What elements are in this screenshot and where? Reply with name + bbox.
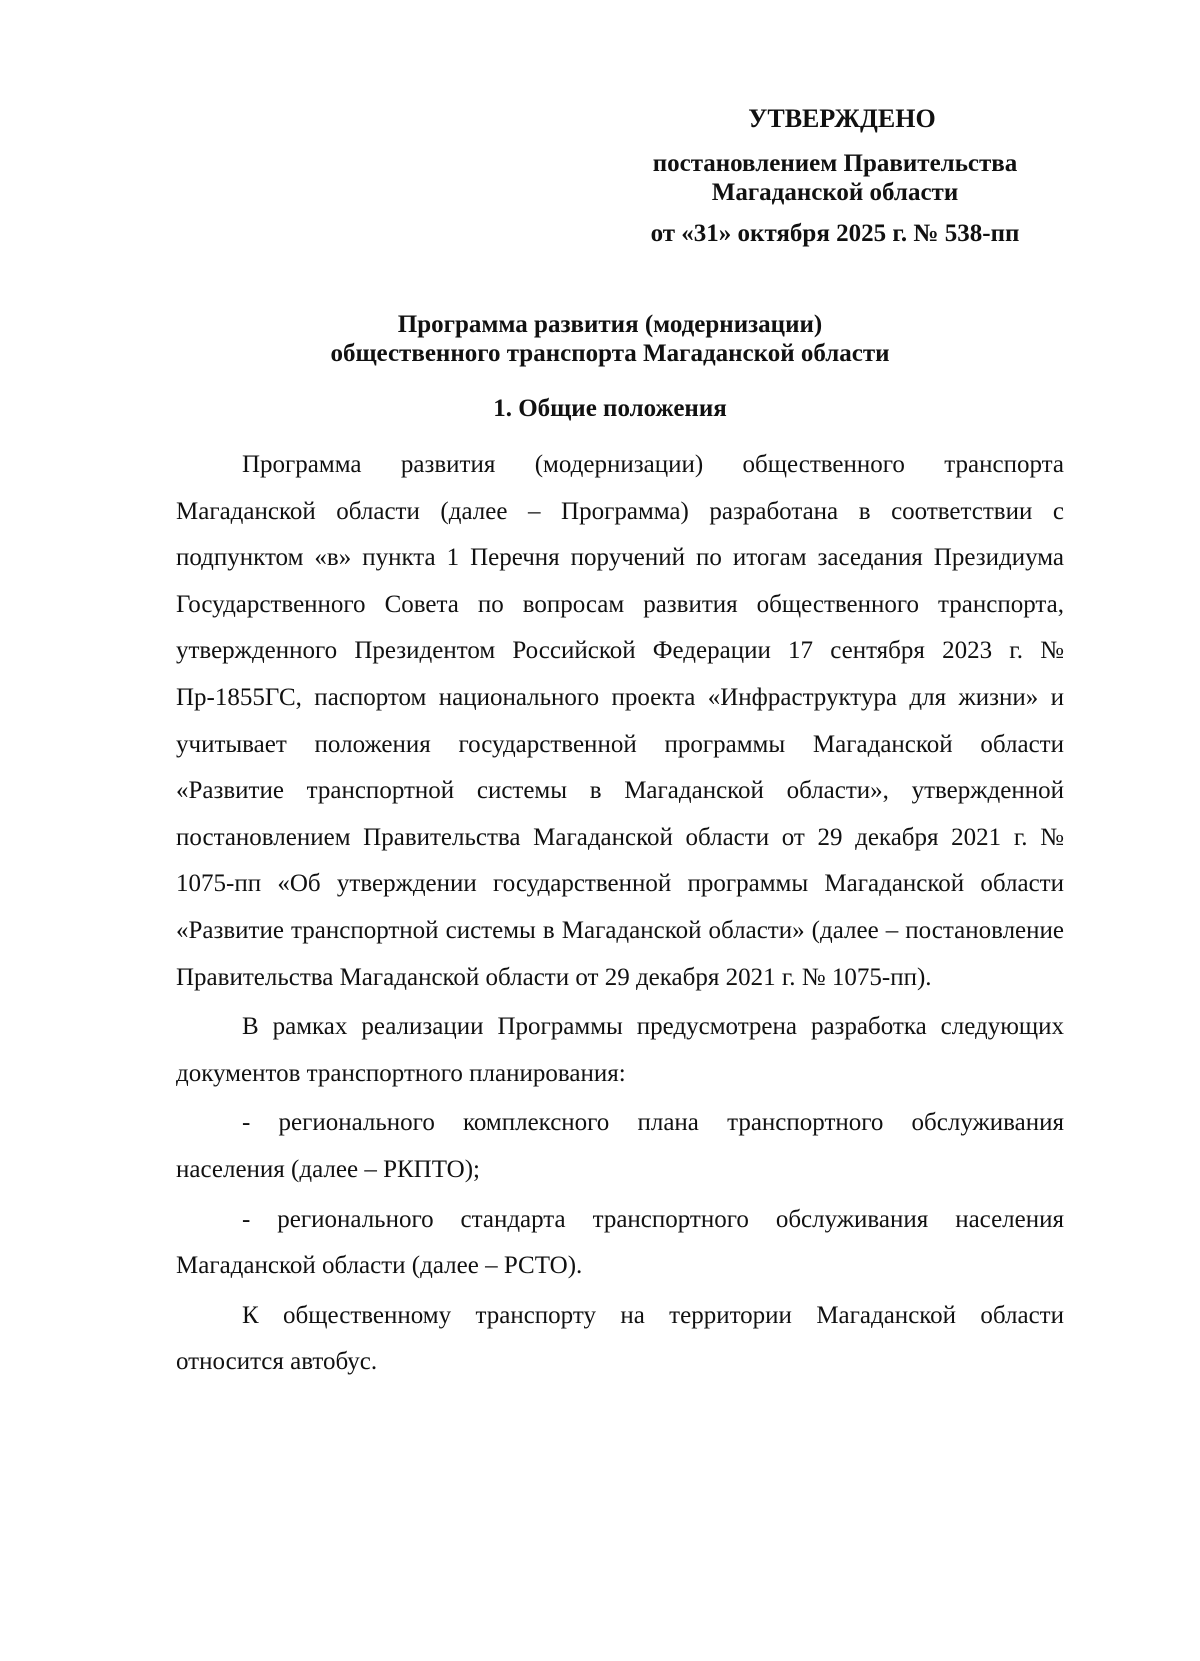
document-title-line-1: Программа развития (модернизации): [397, 311, 823, 338]
paragraph-public-transport: К общественному транспорту на территории Магаданской области относится автобус.: [176, 1301, 1064, 1376]
list-item-rkpto: - регионального комплексного плана транспортного обслуживания населения (далее – РКПТО);: [176, 1109, 1064, 1183]
section-heading: 1. Общие положения: [493, 395, 727, 422]
approval-block: [610, 104, 1060, 248]
list-item-rsto: - регионального стандарта транспортного обслуживания населения Магаданской области (далее – РСТО).: [176, 1205, 1064, 1280]
body-text: [176, 442, 1064, 1386]
approval-stamp: УТВЕРЖДЕНО: [748, 104, 936, 133]
approval-line-2: Магаданской области: [711, 179, 959, 206]
approval-date: от «31» октября 2025 г. № 538-пп: [650, 220, 1020, 247]
document-title-line-2: общественного транспорта Магаданской области: [330, 340, 890, 367]
document-title: [170, 310, 1050, 368]
approval-line-1: постановлением Правительства: [652, 150, 1018, 177]
paragraph-program-basis: Программа развития (модернизации) общественного транспорта Магаданской области (далее – Программа) разработана в соответствии с подпунктом «в» пункта 1 Перечня поручений по итогам заседания Президиума Государственного Совета по вопросам развития общественного транспорта, утвержденного Президентом Российской Федерации 17 сентября 2023 г. № Пр-1855ГС, паспортом национального проекта «Инфраструктура для жизни» и учитывает положения государственной программы Магаданской области «Развитие транспортной системы в Магаданской области», утвержденной постановлением Правительства Магаданской области от 29 декабря 2021 г. № 1075-пп «Об утверждении государственной программы Магаданской области «Развитие транспортной системы в Магаданской области» (далее – постановление Правительства Магаданской области от 29 декабря 2021 г. № 1075-пп).: [176, 451, 1064, 991]
paragraph-planning-documents: В рамках реализации Программы предусмотрена разработка следующих документов транспортного планирования:: [176, 1013, 1064, 1087]
